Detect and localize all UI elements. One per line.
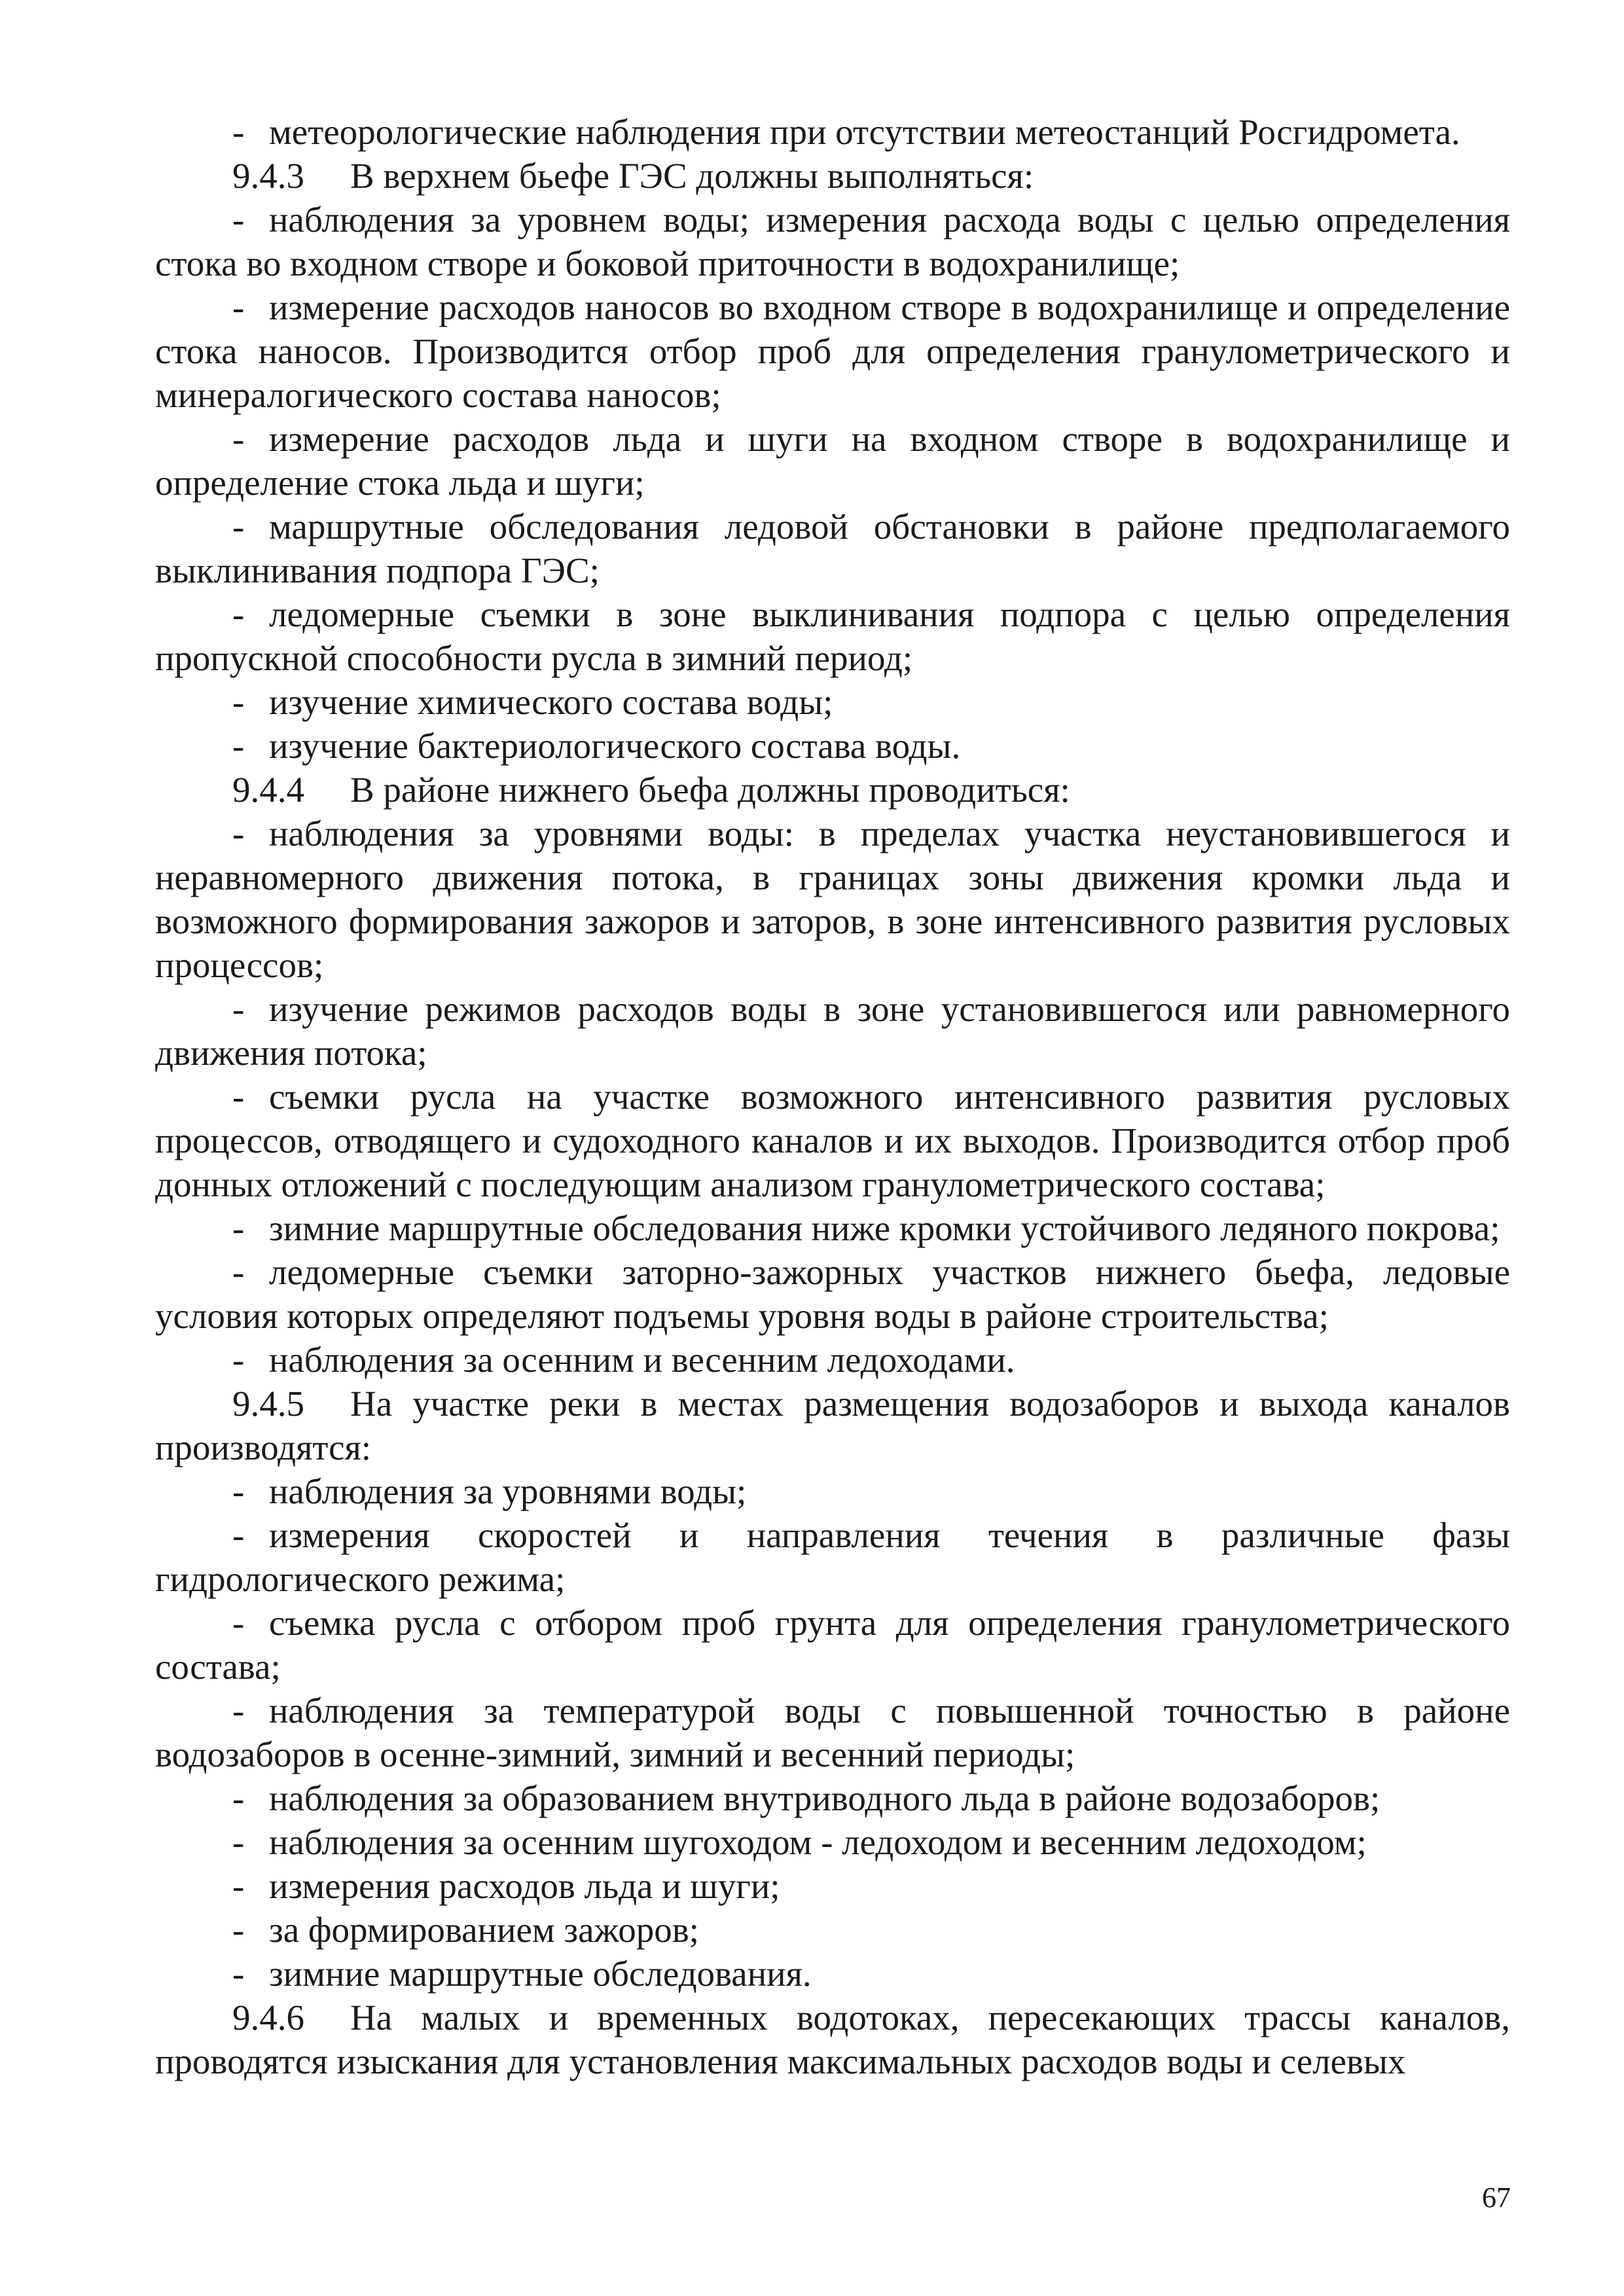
list-item-text: изучение химического состава воды; <box>269 682 833 722</box>
list-item <box>155 285 1510 417</box>
list-dash: - <box>232 1603 245 1643</box>
clause-text: В районе нижнего бьефа должны проводиться: <box>350 770 1070 810</box>
list-dash: - <box>232 989 245 1029</box>
list-item <box>155 1075 1510 1206</box>
list-item <box>155 1864 1510 1908</box>
list-item <box>155 1952 1510 1996</box>
list-item <box>155 505 1510 592</box>
list-item <box>155 1338 1510 1382</box>
list-item-text: измерения расходов льда и шуги; <box>269 1866 780 1906</box>
clause-text: На участке реки в местах размещения водозаборов и выхода каналов производятся: <box>155 1384 1510 1467</box>
list-dash: - <box>232 419 245 459</box>
list-item-text: съемки русла на участке возможного интенсивного развития русловых процессов, отводящего и судоходного каналов и их выходов. Производится отбор проб донных отложений с последующим анализом гранулометрического состава; <box>155 1077 1510 1204</box>
clause-number: 9.4.6 <box>232 1998 304 2037</box>
list-dash: - <box>232 1471 245 1511</box>
list-item-text: изучение бактериологического состава воды. <box>269 726 961 766</box>
list-item <box>155 1689 1510 1776</box>
list-dash: - <box>232 814 245 853</box>
clause-9-4-6 <box>155 1996 1510 2083</box>
list-item <box>155 198 1510 285</box>
clause-text: В верхнем бьефе ГЭС должны выполняться: <box>350 156 1034 196</box>
page-number: 67 <box>1482 2181 1511 2214</box>
clause-9-4-4 <box>155 768 1510 812</box>
list-dash: - <box>232 1340 245 1380</box>
list-dash: - <box>232 287 245 327</box>
list-item-text: зимние маршрутные обследования ниже кромки устойчивого ледяного покрова; <box>269 1208 1500 1248</box>
list-item <box>155 1250 1510 1338</box>
list-item <box>155 987 1510 1075</box>
list-item-text: ледомерные съемки в зоне выклинивания подпора с целью определения пропускной способности русла в зимний период; <box>155 594 1510 678</box>
list-item <box>155 592 1510 680</box>
list-dash: - <box>232 1515 245 1555</box>
list-item <box>155 1908 1510 1952</box>
list-item-text: измерения скоростей и направления течения в различные фазы гидрологического режима; <box>155 1515 1510 1599</box>
list-dash: - <box>232 1077 245 1117</box>
list-item <box>155 1776 1510 1820</box>
list-item <box>155 1820 1510 1864</box>
list-item-text: метеорологические наблюдения при отсутствии метеостанций Росгидромета. <box>269 112 1460 152</box>
list-item-text: маршрутные обследования ледовой обстановки в районе предполагаемого выклинивания подпора ГЭС; <box>155 507 1510 590</box>
list-item-text: наблюдения за образованием внутриводного льда в районе водозаборов; <box>269 1778 1380 1818</box>
list-item-text: съемка русла с отбором проб грунта для определения гранулометрического состава; <box>155 1603 1510 1687</box>
list-dash: - <box>232 594 245 634</box>
list-item <box>155 1513 1510 1601</box>
list-item <box>155 680 1510 724</box>
list-item <box>155 812 1510 987</box>
list-dash: - <box>232 726 245 766</box>
list-item <box>155 724 1510 768</box>
list-item-text: изучение режимов расходов воды в зоне установившегося или равномерного движения потока; <box>155 989 1510 1073</box>
list-item-text: наблюдения за уровнями воды: в пределах участка неустановившегося и неравномерного движения потока, в границах зоны движения кромки льда и возможного формирования зажоров и заторов, в зоне интенсивного развития русловых процессов; <box>155 814 1510 985</box>
list-item-text: наблюдения за температурой воды с повышенной точностью в районе водозаборов в осенне-зимний, зимний и весенний периоды; <box>155 1691 1510 1774</box>
clause-9-4-3 <box>155 154 1510 198</box>
list-item-text: измерение расходов наносов во входном створе в водохранилище и определение стока наносов. Производится отбор проб для определения гранулометрического и минералогического состава наносов; <box>155 287 1510 415</box>
list-dash: - <box>232 1866 245 1906</box>
list-dash: - <box>232 1252 245 1292</box>
clause-text: На малых и временных водотоках, пересекающих трассы каналов, проводятся изыскания для установления максимальных расходов воды и селевых <box>155 1998 1510 2081</box>
list-dash: - <box>232 1208 245 1248</box>
list-dash: - <box>232 507 245 547</box>
list-item-text: ледомерные съемки заторно-зажорных участков нижнего бьефа, ледовые условия которых определяют подъемы уровня воды в районе строительства; <box>155 1252 1510 1336</box>
clause-number: 9.4.5 <box>232 1384 304 1424</box>
list-item-text: зимние маршрутные обследования. <box>269 1954 812 1994</box>
list-dash: - <box>232 200 245 240</box>
clause-number: 9.4.3 <box>232 156 304 196</box>
list-dash: - <box>232 1822 245 1862</box>
list-item-text: за формированием зажоров; <box>269 1910 699 1950</box>
body-text <box>155 110 1510 2083</box>
list-item-text: измерение расходов льда и шуги на входном створе в водохранилище и определение стока льда и шуги; <box>155 419 1510 503</box>
list-item <box>155 417 1510 505</box>
list-item <box>155 110 1510 154</box>
clause-9-4-5 <box>155 1382 1510 1469</box>
clause-number: 9.4.4 <box>232 770 304 810</box>
list-dash: - <box>232 1691 245 1731</box>
list-dash: - <box>232 1954 245 1994</box>
list-item <box>155 1469 1510 1513</box>
list-item <box>155 1206 1510 1250</box>
list-item <box>155 1601 1510 1689</box>
list-item-text: наблюдения за уровнем воды; измерения расхода воды с целью определения стока во входном створе и боковой приточности в водохранилище; <box>155 200 1510 283</box>
list-item-text: наблюдения за уровнями воды; <box>269 1471 747 1511</box>
list-dash: - <box>232 112 245 152</box>
list-item-text: наблюдения за осенним и весенним ледоходами. <box>269 1340 1015 1380</box>
list-dash: - <box>232 1910 245 1950</box>
list-dash: - <box>232 1778 245 1818</box>
list-item-text: наблюдения за осенним шугоходом - ледоходом и весенним ледоходом; <box>269 1822 1367 1862</box>
list-dash: - <box>232 682 245 722</box>
